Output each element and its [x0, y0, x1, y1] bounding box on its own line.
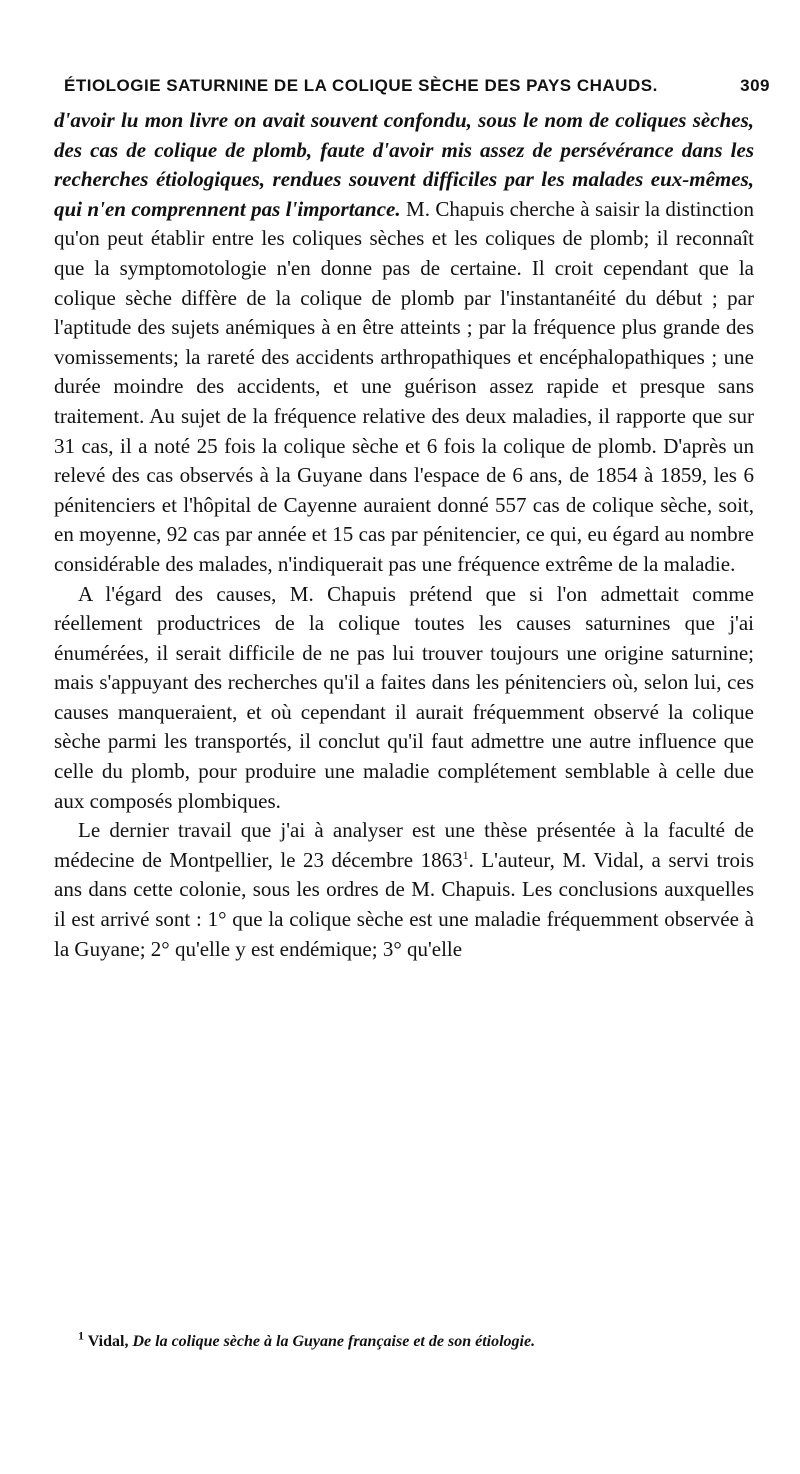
page-number: 309: [740, 76, 770, 95]
running-header: [56, 72, 770, 104]
paragraph-1: [54, 106, 754, 580]
footnote-author: Vidal,: [84, 1333, 133, 1350]
footnote-mark: 1: [78, 1328, 84, 1343]
paragraph-3-text-a: Le dernier travail que j'ai à analyser est une thèse présentée à la faculté de médecine de Montpellier, le 23 décembre 1863: [54, 818, 754, 872]
paragraph-3-text-b: . L'auteur, M. Vidal, a servi trois ans dans cette colonie, sous les ordres de M. Chapuis. Les conclusions auxquelles il est arrivé sont : 1° que la colique sèche est une maladie fréquemment observée à la Guyane; 2° qu'elle y est endémique; 3° qu'elle: [54, 847, 754, 961]
footnote-title: De la colique sèche à la Guyane française et de son étiologie.: [132, 1333, 536, 1350]
paragraph-3: [54, 816, 754, 964]
footnote: [78, 1328, 758, 1351]
italic-quote: d'avoir lu mon livre on avait souvent confondu, sous le nom de coliques sèches, des cas de colique de plomb, faute d'avoir mis assez de persévérance dans les recherches étiologiques, rendues souvent difficiles par les malades eux-mêmes, qui n'en comprennent pas l'importance.: [54, 108, 754, 221]
paragraph-1-text: M. Chapuis cherche à saisir la distinction qu'on peut établir entre les coliques sèches et les coliques de plomb; il reconnaît que la symptomotologie n'en donne pas de certaine. Il croit cependant que la colique sèche diffère de la colique de plomb par l'instantanéité du début ; par l'aptitude des sujets anémiques à en être atteints ; par la fréquence plus grande des vomissements; la rareté des accidents arthropathiques et encéphalopathiques ; une durée moindre des accidents, et une guérison assez rapide et presque sans traitement. Au sujet de la fréquence relative des deux maladies, il rapporte que sur 31 cas, il a noté 25 fois la colique sèche et 6 fois la colique de plomb. D'après un relevé des cas observés à la Guyane dans l'espace de 6 ans, de 1854 à 1859, les 6 pénitenciers et l'hôpital de Cayenne auraient donné 557 cas de colique sèche, soit, en moyenne, 92 cas par année et 15 cas par pénitencier, ce qui, eu égard au nombre considérable des malades, n'indiquerait pas une fréquence extrême de la maladie.: [54, 196, 754, 576]
body-text: [54, 106, 754, 964]
footnote-ref: 1: [462, 847, 469, 862]
running-title: ÉTIOLOGIE SATURNINE DE LA COLIQUE SÈCHE DES PAYS CHAUDS.: [64, 76, 658, 95]
paragraph-2: A l'égard des causes, M. Chapuis prétend que si l'on admettait comme réellement productrices de la colique toutes les causes saturnines que j'ai énumérées, il serait difficile de ne pas lui trouver toujours une origine saturnine; mais s'appuyant des recherches qu'il a faites dans les pénitenciers où, selon lui, ces causes manqueraient, et où cependant il aurait fréquemment observé la colique sèche parmi les transportés, il conclut qu'il faut admettre une autre influence que celle du plomb, pour produire une maladie complétement semblable à celle due aux composés plombiques.: [54, 581, 754, 813]
